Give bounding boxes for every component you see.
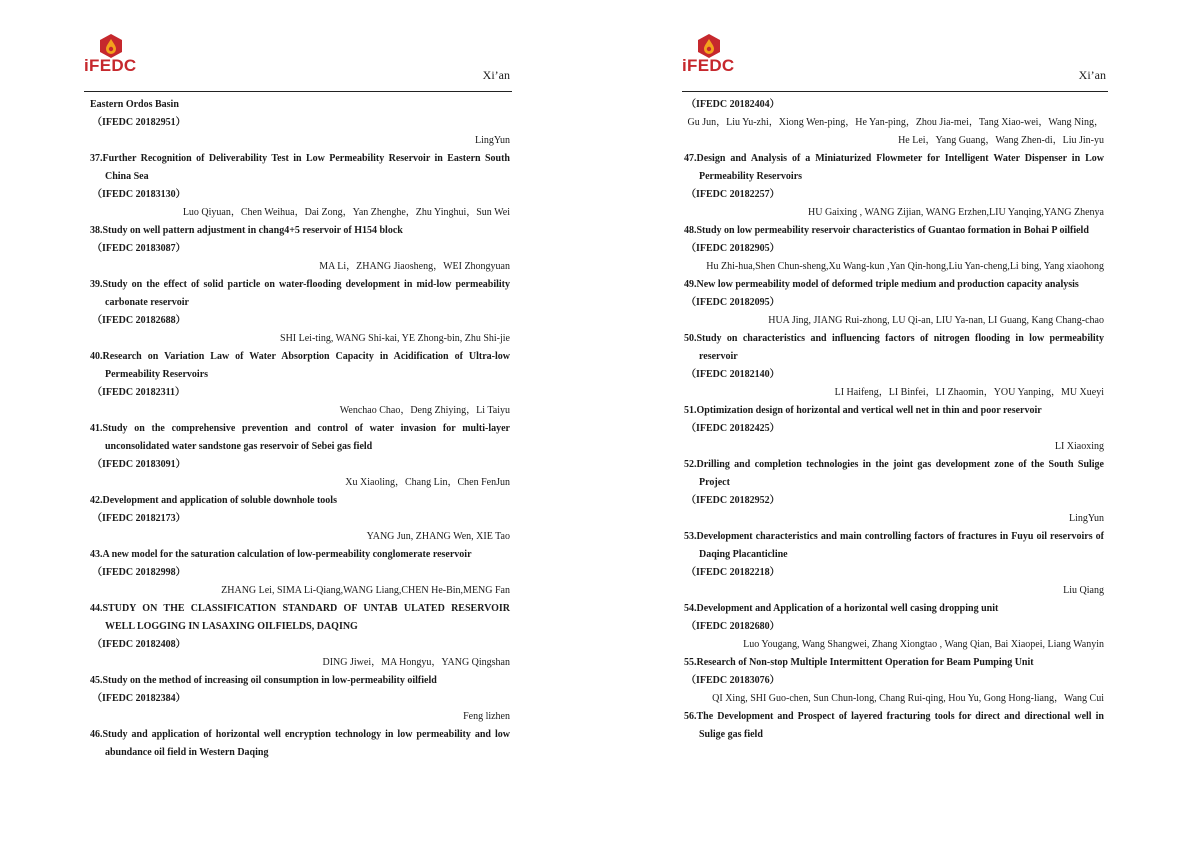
paper-entry bbox=[90, 150, 510, 222]
paper-code: （IFEDC 20182311） bbox=[92, 387, 186, 398]
paper-code: （IFEDC 20183091） bbox=[92, 459, 186, 470]
paper-code: （IFEDC 20182384） bbox=[92, 693, 186, 704]
paper-title: 44.STUDY ON THE CLASSIFICATION STANDARD OF UNTAB ULATED RESERVOIR WELL LOGGING IN LASAXING OILFIELDS, DAQING bbox=[90, 603, 510, 632]
paper-entry bbox=[684, 528, 1104, 600]
paper-title: 48.Study on low permeability reservoir characteristics of Guantao formation in Bohai P oilfield bbox=[684, 225, 1089, 236]
paper-entry bbox=[684, 276, 1104, 330]
paper-authors: Feng lizhen bbox=[463, 711, 510, 722]
paper-code: （IFEDC 20182951） bbox=[92, 117, 186, 128]
paper-authors: HUA Jing, JIANG Rui-zhong, LU Qi-an, LIU Ya-nan, LI Guang, Kang Chang-chao bbox=[768, 315, 1104, 326]
paper-authors: MA Li，ZHANG Jiaosheng，WEI Zhongyuan bbox=[319, 261, 510, 272]
paper-entry bbox=[90, 600, 510, 672]
paper-entry bbox=[90, 276, 510, 348]
paper-title: 40.Research on Variation Law of Water Absorption Capacity in Acidification of Ultra-low Permeability Reservoirs bbox=[90, 351, 510, 380]
paper-title: 39.Study on the effect of solid particle on water-flooding development in mid-low permeability carbonate reservoir bbox=[90, 279, 510, 308]
paper-authors: Luo Yougang, Wang Shangwei, Zhang Xiongtao , Wang Qian, Bai Xiaopei, Liang Wanyin bbox=[743, 639, 1104, 650]
paper-title: Eastern Ordos Basin bbox=[90, 99, 179, 110]
entry-list bbox=[90, 96, 510, 762]
paper-entry bbox=[684, 600, 1104, 654]
logo-text: iFEDC bbox=[682, 56, 735, 75]
paper-entry bbox=[90, 420, 510, 492]
paper-entry bbox=[90, 726, 510, 762]
paper-entry bbox=[684, 222, 1104, 276]
ifedc-logo bbox=[682, 33, 744, 77]
paper-authors: Liu Qiang bbox=[1063, 585, 1104, 596]
paper-entry bbox=[684, 96, 1104, 150]
paper-entry bbox=[90, 348, 510, 420]
paper-authors: ZHANG Lei, SIMA Li-Qiang,WANG Liang,CHEN He-Bin,MENG Fan bbox=[221, 585, 510, 596]
paper-title: 49.New low permeability model of deformed triple medium and production capacity analysis bbox=[684, 279, 1079, 290]
paper-title: 54.Development and Application of a horizontal well casing dropping unit bbox=[684, 603, 999, 614]
header-city: Xi’an bbox=[1078, 68, 1106, 82]
paper-authors: Xu Xiaoling，Chang Lin，Chen FenJun bbox=[345, 477, 510, 488]
paper-entry bbox=[90, 492, 510, 546]
paper-code: （IFEDC 20182408） bbox=[92, 639, 186, 650]
paper-code: （IFEDC 20182425） bbox=[686, 423, 780, 434]
paper-authors: YANG Jun, ZHANG Wen, XIE Tao bbox=[366, 531, 510, 542]
paper-title: 56.The Development and Prospect of layered fracturing tools for direct and directional well in Sulige gas field bbox=[684, 711, 1104, 740]
paper-entry bbox=[684, 708, 1104, 744]
paper-authors: LingYun bbox=[1069, 513, 1104, 524]
header-divider bbox=[682, 91, 1108, 92]
paper-title: 55.Research of Non-stop Multiple Intermittent Operation for Beam Pumping Unit bbox=[684, 657, 1034, 668]
paper-authors: LI Xiaoxing bbox=[1054, 441, 1104, 452]
paper-title: 37.Further Recognition of Deliverability Test in Low Permeability Reservoir in Eastern South China Sea bbox=[90, 153, 510, 182]
header-divider bbox=[84, 91, 512, 92]
paper-title: 45.Study on the method of increasing oil consumption in low-permeability oilfield bbox=[90, 675, 437, 686]
paper-code: （IFEDC 20183076） bbox=[686, 675, 780, 686]
paper-authors: QI Xing, SHI Guo-chen, Sun Chun-long, Chang Rui-qing, Hou Yu, Gong Hong-liang，Wang Cui bbox=[712, 693, 1104, 704]
paper-entry bbox=[90, 546, 510, 600]
paper-authors: DING Jiwei，MA Hongyu，YANG Qingshan bbox=[322, 657, 510, 668]
paper-code: （IFEDC 20182173） bbox=[92, 513, 186, 524]
paper-code: （IFEDC 20182095） bbox=[686, 297, 780, 308]
paper-title: 53.Development characteristics and main controlling factors of fractures in Fuyu oil reservoirs of Daqing Placanticline bbox=[684, 531, 1104, 560]
paper-title: 52.Drilling and completion technologies in the joint gas development zone of the South Sulige Project bbox=[684, 459, 1104, 488]
ifedc-logo bbox=[84, 33, 146, 77]
paper-title: 51.Optimization design of horizontal and vertical well net in thin and poor reservoir bbox=[684, 405, 1042, 416]
paper-entry bbox=[684, 654, 1104, 708]
logo-text: iFEDC bbox=[84, 56, 137, 75]
paper-code: （IFEDC 20182404） bbox=[686, 99, 780, 110]
paper-title: 38.Study on well pattern adjustment in chang4+5 reservoir of H154 block bbox=[90, 225, 403, 236]
paper-title: 43.A new model for the saturation calculation of low-permeability conglomerate reservoir bbox=[90, 549, 472, 560]
paper-title: 42.Development and application of soluble downhole tools bbox=[90, 495, 337, 506]
paper-authors: Hu Zhi-hua,Shen Chun-sheng,Xu Wang-kun ,Yan Qin-hong,Liu Yan-cheng,Li bing, Yang xiaohong bbox=[706, 261, 1104, 272]
paper-code: （IFEDC 20183087） bbox=[92, 243, 186, 254]
paper-code: （IFEDC 20182680） bbox=[686, 621, 780, 632]
paper-code: （IFEDC 20182257） bbox=[686, 189, 780, 200]
paper-authors: Wenchao Chao，Deng Zhiying，Li Taiyu bbox=[339, 405, 510, 416]
paper-code: （IFEDC 20183130） bbox=[92, 189, 186, 200]
paper-authors: SHI Lei-ting, WANG Shi-kai, YE Zhong-bin, Zhu Shi-jie bbox=[280, 333, 510, 344]
paper-entry bbox=[684, 456, 1104, 528]
paper-code: （IFEDC 20182998） bbox=[92, 567, 186, 578]
paper-entry bbox=[90, 672, 510, 726]
paper-authors: HU Gaixing , WANG Zijian, WANG Erzhen,LIU Yanqing,YANG Zhenya bbox=[808, 207, 1104, 218]
paper-title: 50.Study on characteristics and influencing factors of nitrogen flooding in low permeability reservoir bbox=[684, 333, 1104, 362]
paper-entry bbox=[684, 402, 1104, 456]
paper-code: （IFEDC 20182905） bbox=[686, 243, 780, 254]
header-city: Xi’an bbox=[482, 68, 510, 82]
paper-entry bbox=[684, 150, 1104, 222]
paper-code: （IFEDC 20182688） bbox=[92, 315, 186, 326]
paper-code: （IFEDC 20182140） bbox=[686, 369, 780, 380]
paper-authors: LingYun bbox=[475, 135, 510, 146]
paper-title: 46.Study and application of horizontal well encryption technology in low permeability and low abundance oil field in Western Daqing bbox=[90, 729, 510, 758]
paper-authors: LI Haifeng，LI Binfei，LI Zhaomin，YOU Yanping，MU Xueyi bbox=[834, 387, 1104, 398]
entry-list bbox=[684, 96, 1104, 744]
paper-title: 41.Study on the comprehensive prevention and control of water invasion for multi-layer unconsolidated water sandstone gas reservoir of Sebei gas field bbox=[90, 423, 510, 452]
paper-title: 47.Design and Analysis of a Miniaturized Flowmeter for Intelligent Water Dispenser in Low Permeability Reservoirs bbox=[684, 153, 1104, 182]
paper-entry bbox=[684, 330, 1104, 402]
paper-authors: Gu Jun，Liu Yu-zhi，Xiong Wen-ping，He Yan-ping，Zhou Jia-mei，Tang Xiao-wei，Wang Ning，He Lei，Yang Guang，Wang Zhen-di，Liu Jin-yu bbox=[687, 117, 1104, 146]
paper-entry bbox=[90, 96, 510, 150]
right-page bbox=[596, 0, 1192, 842]
paper-authors: Luo Qiyuan，Chen Weihua，Dai Zong，Yan Zhenghe，Zhu Yinghui，Sun Wei bbox=[182, 207, 510, 218]
paper-code: （IFEDC 20182218） bbox=[686, 567, 780, 578]
paper-entry bbox=[90, 222, 510, 276]
paper-code: （IFEDC 20182952） bbox=[686, 495, 780, 506]
